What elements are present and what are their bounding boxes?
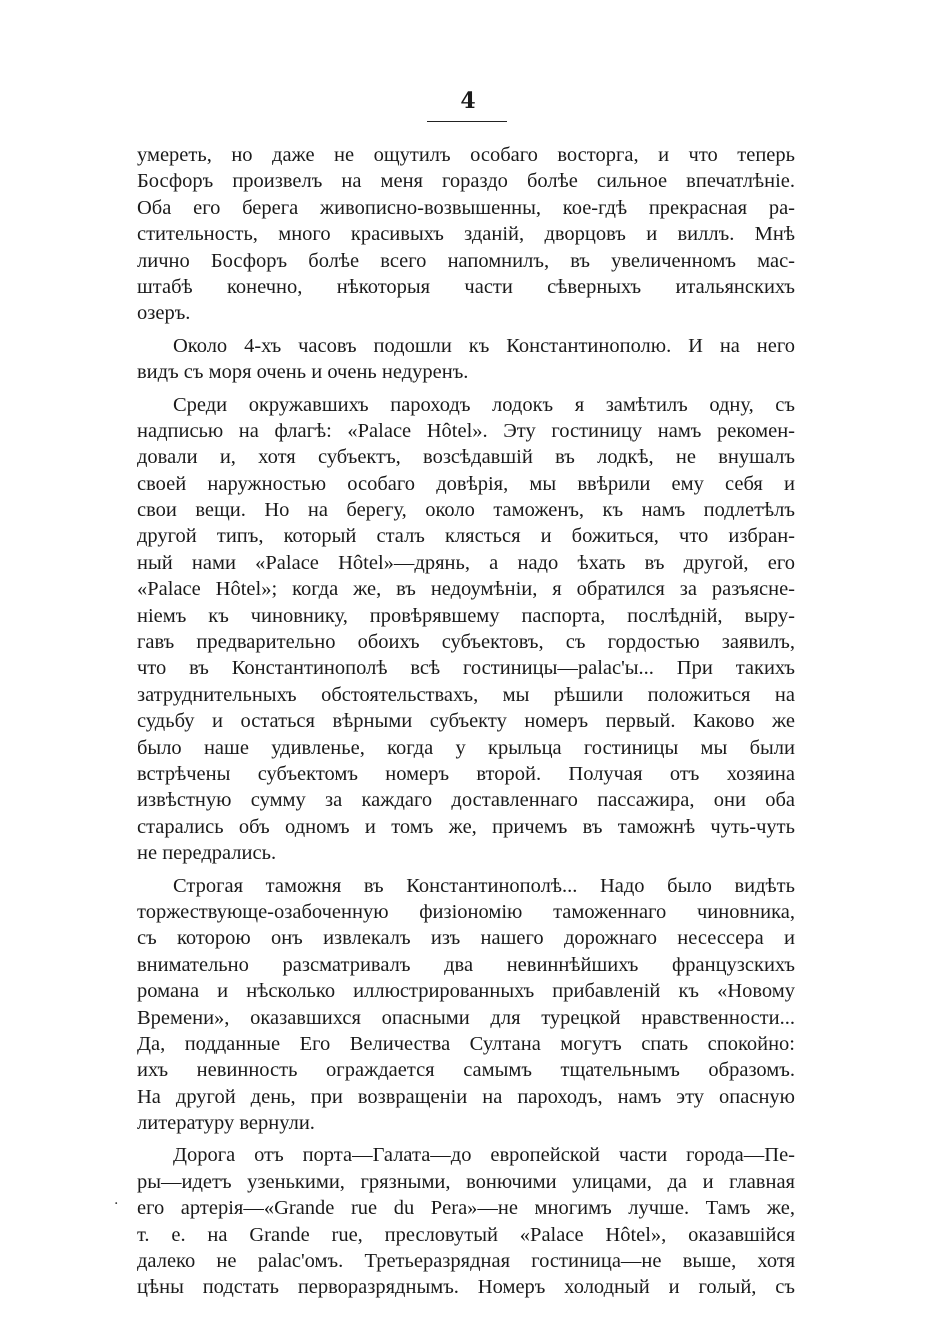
text-line: что въ Константинополѣ всѣ гостиницы—palac'ы... При такихъ (137, 657, 795, 680)
text-line: довали и, хотя субъектъ, возсѣдавшій въ лодкѣ, не внушалъ (137, 446, 795, 469)
text-line: видъ съ моря очень и очень недуренъ. (137, 361, 469, 384)
text-line: съ которою онъ извлекалъ изъ нашего дорожнаго несессера и (137, 927, 795, 950)
margin-mark: · (114, 1196, 119, 1212)
text-line: внимательно разсматривалъ два невиннѣйшихъ французскихъ (137, 953, 795, 976)
paragraph (137, 142, 795, 327)
text-line: Босфоръ произвелъ на меня гораздо болѣе сильное впечатлѣніе. (137, 170, 795, 193)
text-line: На другой день, при возвращеніи на пароходъ, намъ эту опасную (137, 1085, 795, 1108)
text-line: ихъ невинность ограждается самымъ тщательнымъ образомъ. (137, 1059, 795, 1082)
text-line: лично Босфоръ болѣе всего напомнилъ, въ увеличенномъ мас- (137, 249, 795, 272)
text-line: извѣстную сумму за каждаго доставленнаго пассажира, они оба (137, 789, 795, 812)
paragraph (137, 333, 795, 386)
text-line: ры—идетъ узенькими, грязными, вонючими улицами, да и главная (137, 1170, 795, 1193)
paragraph (137, 1142, 795, 1300)
page-number-rule (427, 121, 507, 122)
text-line: торжествующе-озабоченную физіономію таможеннаго чиновника, (137, 900, 795, 923)
text-line: другой типъ, который сталъ клясться и божиться, что избран- (137, 525, 795, 548)
text-line: умереть, но даже не ощутилъ особаго восторга, и что теперь (137, 144, 795, 166)
text-line: его артерія—«Grande rue du Pera»—не многимъ лучше. Тамъ же, (137, 1197, 795, 1220)
text-line: стительность, много красивыхъ зданій, дворцовъ и виллъ. Мнѣ (137, 223, 795, 246)
text-line: своей наружностью особаго довѣрія, мы ввѣрили ему себя и (137, 472, 795, 495)
text-line: литературу вернули. (137, 1112, 315, 1135)
text-line: Дорога отъ порта—Галата—до европейской части города—Пе- (173, 1144, 795, 1167)
text-line: Около 4-хъ часовъ подошли къ Константинополю. И на него (173, 334, 795, 357)
text-line: гавъ предварительно обоихъ субъектовъ, съ гордостью заявилъ, (137, 631, 795, 654)
text-line: надписью на флагѣ: «Palace Hôtel». Эту гостиницу намъ рекомен- (137, 419, 795, 442)
paragraph (137, 873, 795, 1137)
text-line: романа и нѣсколько иллюстрированныхъ прибавленій къ «Новому (137, 980, 795, 1003)
body-text (137, 142, 795, 1301)
text-line: т. е. на Grande rue, пресловутый «Palace Hôtel», оказавшійся (137, 1223, 795, 1246)
text-line: Оба его берега живописно-возвышенны, кое-гдѣ прекрасная ра- (137, 196, 795, 219)
text-line: Да, подданные Его Величества Султана могутъ спать спокойно: (137, 1032, 795, 1055)
text-line: далеко не palac'омъ. Третьеразрядная гостиница—не выше, хотя (137, 1250, 795, 1273)
text-line: старались объ одномъ и томъ же, причемъ въ таможнѣ чуть-чуть (137, 815, 795, 838)
text-line: Времени», оказавшихся опасными для турецкой нравственности... (137, 1006, 795, 1029)
text-line: Строгая таможня въ Константинополѣ... Надо было видѣть (173, 874, 795, 897)
page-number: 4 (460, 88, 476, 114)
text-line: встрѣчены субъектомъ номеръ второй. Получая отъ хозяина (137, 762, 795, 785)
paragraph (137, 392, 795, 867)
text-line: судьбу и остаться вѣрными субъекту номеръ первый. Каково же (137, 710, 795, 733)
text-line: штабѣ конечно, нѣкоторыя части сѣверныхъ итальянскихъ (137, 275, 795, 298)
text-line: цѣны подстать перворазряднымъ. Номеръ холодный и голый, съ (137, 1276, 795, 1299)
text-line: затруднительныхъ обстоятельствахъ, мы рѣшили положиться на (137, 683, 795, 706)
text-line: озеръ. (137, 302, 191, 325)
text-line: было наше удивленье, когда у крыльца гостиницы мы были (137, 736, 795, 759)
text-line: ніемъ къ чиновнику, провѣрявшему паспорта, послѣдній, выру- (137, 604, 795, 627)
text-line: не передрались. (137, 842, 277, 865)
text-line: «Palace Hôtel»; когда же, въ недоумѣніи, я обратился за разъясне- (137, 578, 795, 601)
text-line: свои вещи. Но на берегу, около таможенъ, къ намъ подлетѣлъ (137, 499, 795, 522)
text-line: ный нами «Palace Hôtel»—дрянь, а надо ѣхать въ другой, его (137, 551, 795, 574)
text-line: Среди окружавшихъ пароходъ лодокъ я замѣтилъ одну, съ (173, 393, 795, 416)
